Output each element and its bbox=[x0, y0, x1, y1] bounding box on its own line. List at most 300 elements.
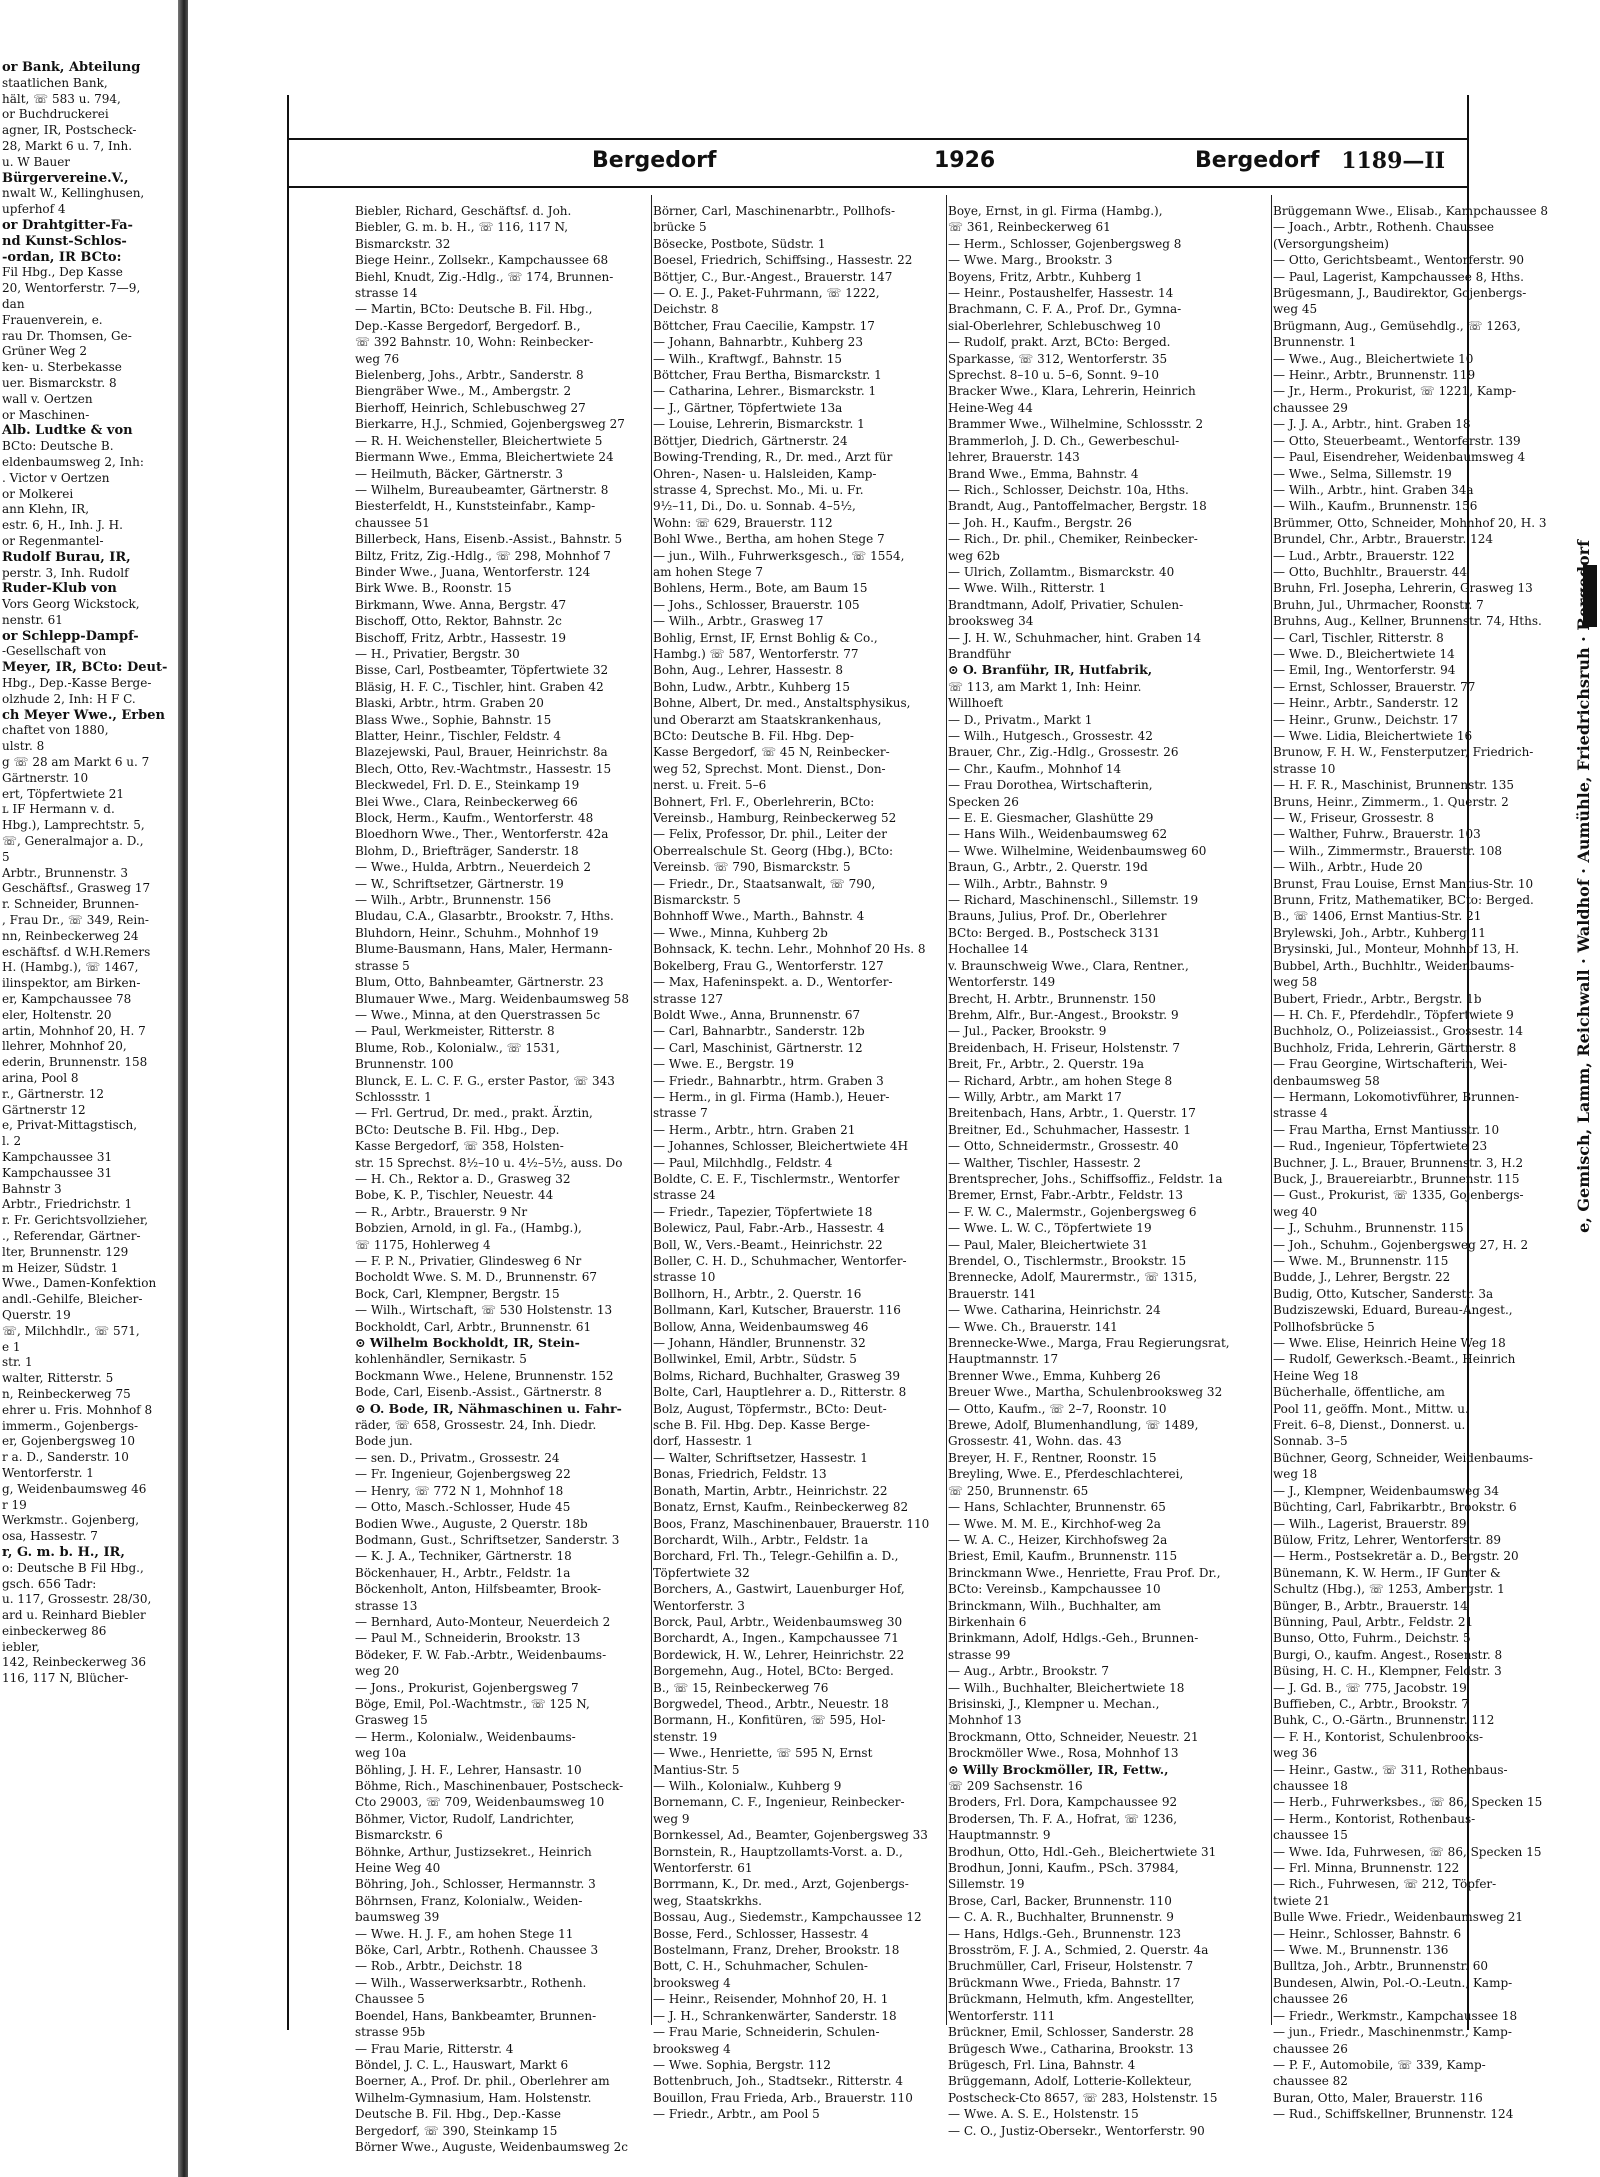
directory-entry-line: Bisse, Carl, Postbeamter, Töpfertwiete 32 bbox=[355, 663, 609, 678]
directory-entry-line: — H. Ch., Rektor a. D., Grasweg 32 bbox=[355, 1171, 571, 1186]
directory-entry-line: Hochallee 14 bbox=[948, 942, 1029, 957]
directory-entry-line: — Heinr., Schlosser, Bahnstr. 6 bbox=[1273, 1926, 1462, 1941]
left-fragment-line: Wentorferstr. 1 bbox=[2, 1465, 94, 1480]
directory-entry-line: Brinckmann, Wilh., Buchhalter, am bbox=[948, 1598, 1161, 1613]
directory-entry-line: chaussee 18 bbox=[1273, 1779, 1348, 1793]
directory-entry-line: — P. F., Automobile, ☏ 339, Kamp- bbox=[1273, 2057, 1486, 2072]
directory-entry-line: Brenner Wwe., Emma, Kuhberg 26 bbox=[948, 1368, 1161, 1383]
directory-entry-line: Bödeker, F. W. Fab.-Arbtr., Weidenbaums- bbox=[355, 1647, 607, 1662]
directory-entry-line: — Heinr., Reisender, Mohnhof 20, H. 1 bbox=[653, 1992, 889, 2007]
directory-entry-line: Blass Wwe., Sophie, Bahnstr. 15 bbox=[355, 712, 552, 727]
directory-entry-line: strasse 10 bbox=[1273, 761, 1336, 776]
directory-entry-line: Binder Wwe., Juana, Wentorferstr. 124 bbox=[355, 564, 591, 579]
directory-entry-line: B., ☏ 15, Reinbeckerweg 76 bbox=[653, 1680, 829, 1695]
directory-entry-line: — Chr., Kaufm., Mohnhof 14 bbox=[948, 761, 1122, 776]
left-fragment-line: nd Kunst-Schlos- bbox=[2, 233, 127, 249]
directory-entry-line: — H. Ch. F., Pferdehdlr., Töpfertwiete 9 bbox=[1273, 1007, 1514, 1022]
directory-entry-line: Buchner, J. L., Brauer, Brunnenstr. 3, H.2 bbox=[1273, 1155, 1524, 1170]
directory-entry-line: Bulltza, Joh., Arbtr., Brunnenstr. 60 bbox=[1273, 1959, 1488, 1974]
directory-entry-line: str. 15 Sprechst. 8½–10 u. 4½–5½, auss. Do bbox=[355, 1155, 623, 1170]
directory-entry-line: Borrmann, K., Dr. med., Arzt, Gojenbergs- bbox=[653, 1877, 909, 1892]
directory-entry-line: Bocholdt Wwe. S. M. D., Brunnenstr. 67 bbox=[355, 1270, 598, 1285]
left-fragment-line: ederin, Brunnenstr. 158 bbox=[2, 1055, 148, 1070]
column-rule bbox=[651, 195, 652, 2025]
directory-entry-line: Dep.-Kasse Bergedorf, Bergedorf. B., bbox=[355, 318, 581, 333]
directory-entry-line: Bostelmann, Franz, Dreher, Brookstr. 18 bbox=[653, 1943, 900, 1958]
left-fragment-line: ʟ IF Hermann v. d. bbox=[2, 802, 115, 817]
left-fragment-line: olzhude 2, Inh: H F C. bbox=[2, 691, 136, 706]
directory-entry-line: — Jons., Prokurist, Gojenbergsweg 7 bbox=[355, 1680, 579, 1695]
directory-entry-line: — Catharina, Lehrer., Bismarckstr. 1 bbox=[653, 384, 877, 399]
directory-entry-line: — J. Gd. B., ☏ 775, Jacobstr. 19 bbox=[1273, 1680, 1467, 1695]
directory-entry-line: Heine Weg 18 bbox=[1273, 1368, 1359, 1383]
directory-entry-line: Bösecke, Postbote, Südstr. 1 bbox=[653, 236, 826, 251]
left-fragment-line: u. W Bauer bbox=[2, 154, 71, 169]
directory-entry-line: — Wilh., Hutgesch., Grossestr. 42 bbox=[948, 729, 1153, 743]
directory-entry-line: — Wilh., Wirtschaft, ☏ 530 Holstenstr. 13 bbox=[355, 1303, 613, 1318]
directory-entry-line: weg 10a bbox=[355, 1746, 407, 1761]
directory-entry-line: Brauerstr. 141 bbox=[948, 1286, 1037, 1301]
directory-entry-line: Bornstein, R., Hauptzollamts-Vorst. a. D., bbox=[653, 1844, 903, 1859]
directory-entry-line: Brewe, Adolf, Blumenhandlung, ☏ 1489, bbox=[948, 1418, 1199, 1433]
directory-entry-line: — Wilh., Arbtr., Brunnenstr. 156 bbox=[355, 893, 552, 908]
left-fragment-line: , Frau Dr., ☏ 349, Rein- bbox=[2, 913, 149, 928]
directory-entry-line: — Felix, Professor, Dr. phil., Leiter der bbox=[653, 827, 887, 842]
left-fragment-line: ken- u. Sterbekasse bbox=[2, 360, 122, 375]
directory-entry-line: — Herm., Kolonialw., Weidenbaums- bbox=[355, 1729, 576, 1744]
directory-entry-line: — O. E. J., Paket-Fuhrmann, ☏ 1222, bbox=[653, 286, 880, 301]
directory-entry-line: — Wwe. Lidia, Bleichertwiete 16 bbox=[1273, 729, 1473, 743]
directory-entry-line: am hohen Stege 7 bbox=[653, 564, 764, 579]
directory-entry-line: Sparkasse, ☏ 312, Wentorferstr. 35 bbox=[948, 351, 1168, 366]
directory-entry-line: — Frau Marie, Schneiderin, Schulen- bbox=[653, 2025, 880, 2040]
directory-entry-line: weg 62b bbox=[948, 548, 1000, 563]
directory-entry-line: Blaski, Arbtr., htrm. Graben 20 bbox=[355, 696, 544, 711]
left-fragment-line: perstr. 3, Inh. Rudolf bbox=[2, 565, 129, 580]
left-fragment-line: er, Gojenbergsweg 10 bbox=[2, 1434, 136, 1449]
directory-entry-line: Bohn, Ludw., Arbtr., Kuhberg 15 bbox=[653, 679, 851, 694]
directory-entry-line: — Frau Marie, Ritterstr. 4 bbox=[355, 2041, 514, 2056]
left-fragment-line: agner, IR, Postscheck- bbox=[2, 123, 137, 138]
directory-entry-line: chaussee 82 bbox=[1273, 2074, 1348, 2089]
directory-entry-line: Boendel, Hans, Bankbeamter, Brunnen- bbox=[355, 2008, 597, 2023]
left-fragment-line: 5 bbox=[2, 849, 10, 864]
directory-entry-line: Böhrnsen, Franz, Kolonialw., Weiden- bbox=[355, 1893, 583, 1908]
directory-entry-line: — Heinr., Postaushelfer, Hassestr. 14 bbox=[948, 286, 1174, 301]
directory-entry-line: Grasweg 15 bbox=[355, 1713, 428, 1728]
left-fragment-line: ☏, Generalmajor a. D., bbox=[2, 834, 144, 849]
left-fragment-line: gsch. 656 Tadr: bbox=[2, 1576, 97, 1591]
directory-entry-line: — Wwe., Henriette, ☏ 595 N, Ernst bbox=[653, 1746, 873, 1761]
directory-entry-line: — Wwe. M. M. E., Kirchhof-weg 2a bbox=[948, 1516, 1161, 1531]
directory-entry-line: — Wwe., Selma, Sillemstr. 19 bbox=[1273, 466, 1452, 481]
directory-entry-line: — Wwe. A. S. E., Holstenstr. 15 bbox=[948, 2107, 1139, 2122]
left-fragment-line: Bahnstr 3 bbox=[2, 1181, 62, 1196]
directory-entry-line: — Otto, Schneidermstr., Grossestr. 40 bbox=[948, 1139, 1179, 1154]
left-fragment-line: ulstr. 8 bbox=[2, 739, 45, 754]
directory-entry-line: Brümmer, Otto, Schneider, Mohnhof 20, H. 3 bbox=[1273, 515, 1547, 530]
directory-entry-line: — K. J. A., Techniker, Gärtnerstr. 18 bbox=[355, 1549, 572, 1564]
left-fragment-line: ilinspektor, am Birken- bbox=[2, 976, 141, 991]
left-fragment-line: Arbtr., Friedrichstr. 1 bbox=[2, 1197, 133, 1212]
directory-entry-line: Bollow, Anna, Weidenbaumsweg 46 bbox=[653, 1319, 869, 1334]
directory-entry-line: Brodersen, Th. F. A., Hofrat, ☏ 1236, bbox=[948, 1811, 1178, 1826]
directory-entry-line: Brinckmann Wwe., Henriette, Frau Prof. Dr., bbox=[948, 1565, 1221, 1580]
directory-entry-line: — Wwe. Elise, Heinrich Heine Weg 18 bbox=[1273, 1336, 1506, 1351]
directory-entry-line: — Frau Georgine, Wirtschafterin, Wei- bbox=[1273, 1057, 1508, 1072]
directory-entry-line: — Walther, Fuhrw., Brauerstr. 103 bbox=[1273, 827, 1481, 842]
directory-entry-line: Bolte, Carl, Hauptlehrer a. D., Ritterstr. 8 bbox=[653, 1385, 907, 1400]
directory-entry-line: chaussee 29 bbox=[1273, 400, 1348, 415]
directory-entry-line: Brückmann Wwe., Frieda, Bahnstr. 17 bbox=[948, 1975, 1181, 1990]
directory-entry-line: strasse 127 bbox=[653, 991, 724, 1006]
directory-entry-line: Böhmer, Victor, Rudolf, Landrichter, bbox=[355, 1811, 575, 1826]
directory-entry-line: — Wilhelm, Bureaubeamter, Gärtnerstr. 8 bbox=[355, 482, 609, 497]
directory-entry-line: — Herm., Schlosser, Gojenbergsweg 8 bbox=[948, 236, 1182, 251]
right-edge-text: e, Gemisch, Lamm, Reichwall · Waldhof · Aumühle, Friedrichsruh · Bergedorf bbox=[1574, 540, 1593, 1233]
directory-entry-line: Brose, Carl, Backer, Brunnenstr. 110 bbox=[948, 1893, 1172, 1908]
left-fragment-line: chaftet von 1880, bbox=[2, 723, 109, 738]
directory-entry-line: — Wilh., Arbtr., Grasweg 17 bbox=[653, 614, 824, 629]
directory-entry-line: strasse 95b bbox=[355, 2025, 426, 2040]
directory-entry-line: — Carl, Maschinist, Gärtnerstr. 12 bbox=[653, 1040, 863, 1055]
directory-entry-line: Bokelberg, Frau G., Wentorferstr. 127 bbox=[653, 958, 884, 973]
directory-entry-line: Boerner, A., Prof. Dr. phil., Oberlehrer am bbox=[355, 2074, 610, 2089]
directory-entry-line: Böhme, Rich., Maschinenbauer, Postscheck- bbox=[355, 1779, 624, 1793]
directory-entry-line: Hauptmannstr. 17 bbox=[948, 1352, 1059, 1367]
directory-entry-line: — Wwe. M., Brunnenstr. 115 bbox=[1273, 1254, 1449, 1268]
directory-entry-line: Birkenhain 6 bbox=[948, 1614, 1027, 1629]
directory-entry-line: dorf, Hassestr. 1 bbox=[653, 1434, 753, 1449]
directory-entry-line: räder, ☏ 658, Grossestr. 24, Inh. Diedr. bbox=[355, 1418, 597, 1433]
left-fragment-line: iebler, bbox=[2, 1639, 40, 1654]
directory-entry-line: Brosström, F. J. A., Schmied, 2. Querstr. 4a bbox=[948, 1943, 1209, 1958]
directory-column-2 bbox=[653, 203, 946, 2122]
directory-entry-line: BCto: Berged. B., Postscheck 3131 bbox=[948, 925, 1160, 940]
left-fragment-line: r 19 bbox=[2, 1497, 27, 1512]
left-fragment-line: Gärtnerstr. 10 bbox=[2, 770, 89, 785]
directory-entry-line: Bohn, Aug., Lehrer, Hassestr. 8 bbox=[653, 663, 844, 678]
directory-entry-line: Biesterfeldt, H., Kunststeinfabr., Kamp- bbox=[355, 499, 596, 514]
directory-entry-line: Pool 11, geöffn. Mont., Mittw. u. bbox=[1273, 1401, 1469, 1416]
directory-entry-line: Bischoff, Fritz, Arbtr., Hassestr. 19 bbox=[355, 630, 566, 645]
directory-entry-line: Böndel, J. C. L., Hauswart, Markt 6 bbox=[355, 2057, 569, 2072]
directory-entry-line: — Rich., Dr. phil., Chemiker, Reinbecker- bbox=[948, 532, 1198, 547]
directory-entry-line: Kasse Bergedorf, ☏ 45 N, Reinbecker- bbox=[653, 745, 890, 760]
left-fragment-line: or Buchdruckerei bbox=[2, 107, 109, 122]
directory-entry-line: Brandführ bbox=[948, 646, 1011, 661]
directory-entry-line: Biermann Wwe., Emma, Bleichertwiete 24 bbox=[355, 450, 614, 465]
directory-entry-line: Wentorferstr. 3 bbox=[653, 1598, 745, 1613]
directory-entry-line: lehrer, Brauerstr. 143 bbox=[948, 450, 1080, 465]
directory-entry-line: — Hermann, Lokomotivführer, Brunnen- bbox=[1273, 1089, 1519, 1104]
directory-entry-line: Birkmann, Wwe. Anna, Bergstr. 47 bbox=[355, 597, 567, 612]
directory-entry-line: Brunow, F. H. W., Fensterputzer, Friedrich- bbox=[1273, 745, 1534, 760]
directory-entry-line: Blunck, E. L. C. F. G., erster Pastor, ☏ 343 bbox=[355, 1073, 615, 1088]
left-fragment-line: 116, 117 N, Blücher- bbox=[2, 1671, 129, 1686]
directory-entry-line: Bülow, Fritz, Lehrer, Wentorferstr. 89 bbox=[1273, 1532, 1501, 1547]
directory-entry-line: Böckenhauer, H., Arbtr., Feldstr. 1a bbox=[355, 1565, 571, 1580]
directory-entry-line: Bormann, H., Konfitüren, ☏ 595, Hol- bbox=[653, 1713, 886, 1728]
left-fragment-line: or Schlepp-Dampf- bbox=[2, 628, 139, 644]
directory-entry-line: ☏ 250, Brunnenstr. 65 bbox=[948, 1483, 1089, 1498]
directory-entry-line: Brodhun, Jonni, Kaufm., PSch. 37984, bbox=[948, 1861, 1179, 1876]
directory-entry-line: — Johann, Bahnarbtr., Kuhberg 23 bbox=[653, 335, 863, 350]
column-rule bbox=[946, 195, 947, 2025]
directory-entry-line: Vereinsb., Hamburg, Reinbeckerweg 52 bbox=[653, 811, 897, 826]
directory-entry-line: weg 45 bbox=[1273, 302, 1318, 317]
left-fragment-line: wall v. Oertzen bbox=[2, 391, 93, 406]
directory-entry-line: Bohl Wwe., Bertha, am hohen Stege 7 bbox=[653, 532, 885, 547]
directory-entry-line: — H. F. R., Maschinist, Brunnenstr. 135 bbox=[1273, 778, 1515, 793]
directory-entry-line: Bierhoff, Heinrich, Schlebuschweg 27 bbox=[355, 400, 586, 415]
directory-entry-line: — Rud., Schiffskellner, Brunnenstr. 124 bbox=[1273, 2107, 1514, 2122]
directory-entry-line: Bloedhorn Wwe., Ther., Wentorferstr. 42a bbox=[355, 827, 609, 842]
directory-entry-line: Deichstr. 8 bbox=[653, 302, 719, 317]
directory-entry-line: Büsing, H. C. H., Klempner, Feldstr. 3 bbox=[1273, 1664, 1502, 1679]
directory-entry-line: Bubbel, Arth., Buchhltr., Weidenbaums- bbox=[1273, 958, 1515, 973]
directory-entry-line: Mohnhof 13 bbox=[948, 1713, 1022, 1728]
directory-entry-line: Brüggemann, Adolf, Lotterie-Kollekteur, bbox=[948, 2074, 1192, 2089]
left-fragment-line: 142, Reinbeckerweg 36 bbox=[2, 1655, 146, 1670]
left-fragment-line: arina, Pool 8 bbox=[2, 1071, 79, 1085]
page-header bbox=[287, 138, 1467, 188]
directory-entry-line: Bottenbruch, Joh., Stadtsekr., Ritterstr. 4 bbox=[653, 2074, 904, 2089]
directory-entry-line: Böckenholt, Anton, Hilfsbeamter, Brook- bbox=[355, 1582, 602, 1597]
directory-entry-line: Briest, Emil, Kaufm., Brunnenstr. 115 bbox=[948, 1549, 1178, 1564]
directory-entry-line: — Heinr., Arbtr., Sanderstr. 12 bbox=[1273, 696, 1459, 711]
directory-entry-line: — F. H., Kontorist, Schulenbrooks- bbox=[1273, 1729, 1484, 1744]
directory-entry-line: Bohne, Albert, Dr. med., Anstaltsphysikus, bbox=[653, 696, 911, 711]
directory-entry-line: strasse 10 bbox=[653, 1270, 716, 1285]
left-fragment-line: m Heizer, Südstr. 1 bbox=[2, 1260, 119, 1275]
directory-entry-line: Hauptmannstr. 9 bbox=[948, 1828, 1051, 1843]
directory-entry-line: ☏ 209 Sachsenstr. 16 bbox=[948, 1779, 1083, 1793]
directory-entry-line: Brennecke, Adolf, Maurermstr., ☏ 1315, bbox=[948, 1270, 1198, 1285]
directory-entry-line: Cto 29003, ☏ 709, Weidenbaumsweg 10 bbox=[355, 1795, 605, 1810]
directory-entry-line: chaussee 15 bbox=[1273, 1828, 1348, 1843]
directory-entry-line: Bouillon, Frau Frieda, Arb., Brauerstr. 110 bbox=[653, 2090, 913, 2105]
directory-entry-line: — Wwe. L. W. C., Töpfertwiete 19 bbox=[948, 1221, 1152, 1236]
left-fragment-line: 28, Markt 6 u. 7, Inh. bbox=[2, 138, 133, 153]
directory-entry-line: — Rudolf, Gewerksch.-Beamt., Heinrich bbox=[1273, 1352, 1516, 1367]
directory-entry-line: Bulle Wwe. Friedr., Weidenbaumsweg 21 bbox=[1273, 1910, 1524, 1925]
right-edge-vertical-text bbox=[1572, 540, 1600, 1860]
directory-entry-line: — Herm., in gl. Firma (Hamb.), Heuer- bbox=[653, 1089, 890, 1104]
directory-entry-line: Buchholz, Frida, Lehrerin, Gärtnerstr. 8 bbox=[1273, 1040, 1517, 1055]
directory-entry-line: — Jul., Packer, Brookstr. 9 bbox=[948, 1024, 1107, 1039]
left-fragment-line: Arbtr., Brunnenstr. 3 bbox=[2, 865, 128, 880]
directory-entry-line: — Paul, Lagerist, Kampchaussee 8, Hths. bbox=[1273, 269, 1524, 284]
directory-entry-line: — Rob., Arbtr., Deichstr. 18 bbox=[355, 1959, 523, 1974]
directory-entry-line: Böttjer, Diedrich, Gärtnerstr. 24 bbox=[653, 433, 848, 448]
directory-entry-line: — J. H., Schrankenwärter, Sanderstr. 18 bbox=[653, 2008, 897, 2023]
directory-entry-line: Bock, Carl, Klempner, Bergstr. 15 bbox=[355, 1286, 560, 1301]
directory-entry-line: Blech, Otto, Rev.-Wachtmstr., Hassestr. 15 bbox=[355, 761, 612, 776]
directory-entry-line: — Lud., Arbtr., Brauerstr. 122 bbox=[1273, 548, 1455, 563]
directory-entry-line: Brauns, Julius, Prof. Dr., Oberlehrer bbox=[948, 909, 1167, 924]
directory-entry-line: Bismarckstr. 5 bbox=[653, 893, 741, 908]
directory-entry-line: Boll, W., Vers.-Beamt., Heinrichstr. 22 bbox=[653, 1237, 883, 1252]
directory-entry-line: Blazejewski, Paul, Brauer, Heinrichstr. 8a bbox=[355, 745, 608, 760]
directory-entry-line: weg 52, Sprechst. Mont. Dienst., Don- bbox=[653, 761, 886, 776]
left-fragment-line: ., Referendar, Gärtner- bbox=[2, 1228, 141, 1243]
directory-entry-line: strasse 7 bbox=[653, 1106, 708, 1121]
directory-entry-line: Bohlens, Herm., Bote, am Baum 15 bbox=[653, 581, 868, 596]
directory-entry-line: Boesel, Friedrich, Schiffsing., Hassestr. 22 bbox=[653, 253, 913, 268]
directory-entry-line: — J. J. A., Arbtr., hint. Graben 18 bbox=[1273, 417, 1471, 432]
directory-entry-line: strasse 14 bbox=[355, 286, 418, 301]
directory-entry-line: Brammerloh, J. D. Ch., Gewerbeschul- bbox=[948, 433, 1180, 448]
directory-entry-line: Brodhun, Otto, Hdl.-Geh., Bleichertwiete 31 bbox=[948, 1844, 1217, 1859]
directory-entry-line: — E. E. Giesmacher, Glashütte 29 bbox=[948, 811, 1154, 826]
directory-entry-line: Wohn: ☏ 629, Brauerstr. 112 bbox=[653, 515, 833, 530]
directory-entry-line: Bismarckstr. 6 bbox=[355, 1828, 443, 1843]
directory-entry-line: Boye, Ernst, in gl. Firma (Hambg.), bbox=[948, 204, 1163, 218]
directory-entry-line: — Wwe., Aug., Bleichertwiete 10 bbox=[1273, 351, 1474, 366]
directory-entry-line: Bosse, Ferd., Schlosser, Hassestr. 4 bbox=[653, 1926, 869, 1941]
left-fragment-line: Wwe., Damen-Konfektion bbox=[2, 1276, 157, 1291]
directory-entry-line: — Paul, Maler, Bleichertwiete 31 bbox=[948, 1237, 1149, 1252]
directory-entry-line: — Otto, Buchhltr., Brauerstr. 44 bbox=[1273, 564, 1467, 579]
directory-entry-line: weg 58 bbox=[1273, 975, 1318, 990]
directory-entry-line: — Herm., Kontorist, Rothenbaus- bbox=[1273, 1811, 1476, 1826]
directory-entry-line: Bode, Carl, Eisenb.-Assist., Gärtnerstr. 8 bbox=[355, 1385, 602, 1400]
left-fragment-line: g, Weidenbaumsweg 46 bbox=[2, 1481, 147, 1496]
directory-entry-line: — Frau Dorothea, Wirtschafterin, bbox=[948, 778, 1153, 793]
directory-entry-line: — Joh. H., Kaufm., Bergstr. 26 bbox=[948, 515, 1132, 530]
header-page-number: 1189—II bbox=[1341, 148, 1445, 174]
directory-entry-line: Brückner, Emil, Schlosser, Sanderstr. 28 bbox=[948, 2025, 1194, 2040]
directory-entry-line: Postscheck-Cto 8657, ☏ 283, Holstenstr. 15 bbox=[948, 2090, 1218, 2105]
directory-entry-line: — Jr., Herm., Prokurist, ☏ 1221, Kamp- bbox=[1273, 384, 1517, 399]
directory-entry-line: Blumauer Wwe., Marg. Weidenbaumsweg 58 bbox=[355, 991, 629, 1006]
directory-entry-line: Böhnke, Arthur, Justizsekret., Heinrich bbox=[355, 1844, 592, 1859]
directory-entry-line: — F. W. C., Malermstr., Gojenbergsweg 6 bbox=[948, 1204, 1197, 1219]
directory-entry-line: B., ☏ 1406, Ernst Mantius-Str. 21 bbox=[1273, 909, 1482, 924]
left-fragment-line: andl.-Gehilfe, Bleicher- bbox=[2, 1292, 143, 1307]
directory-entry-line: Billerbeck, Hans, Eisenb.-Assist., Bahnstr. 5 bbox=[355, 532, 623, 547]
directory-entry-line: — Heinr., Arbtr., Brunnenstr. 119 bbox=[1273, 368, 1476, 383]
directory-entry-line: Böttcher, Frau Caecilie, Kampstr. 17 bbox=[653, 318, 875, 333]
directory-entry-line: Freit. 6–8, Dienst., Donnerst. u. bbox=[1273, 1418, 1466, 1433]
directory-entry-line: — Wilh., Lagerist, Brauerstr. 89 bbox=[1273, 1516, 1467, 1531]
left-fragment-line: ch Meyer Wwe., Erben bbox=[2, 707, 165, 723]
directory-entry-line: — Emil, Ing., Wentorferstr. 94 bbox=[1273, 663, 1456, 678]
directory-entry-line: — Wwe. E., Bergstr. 19 bbox=[653, 1057, 794, 1072]
left-fragment-line: llehrer, Mohnhof 20, bbox=[2, 1039, 127, 1054]
directory-entry-line: — Friedr., Bahnarbtr., htrm. Graben 3 bbox=[653, 1073, 884, 1088]
directory-entry-line: Brauer, Chr., Zig.-Hdlg., Grossestr. 26 bbox=[948, 745, 1179, 760]
directory-entry-line: Blatter, Heinr., Tischler, Feldstr. 4 bbox=[355, 729, 561, 743]
directory-entry-line: — Paul, Eisendreher, Weidenbaumsweg 4 bbox=[1273, 450, 1526, 465]
directory-entry-line: Bremer, Ernst, Fabr.-Arbtr., Feldstr. 13 bbox=[948, 1188, 1184, 1203]
directory-entry-line: Böhling, J. H. F., Lehrer, Hansastr. 10 bbox=[355, 1762, 582, 1777]
directory-entry-line: Bolewicz, Paul, Fabr.-Arb., Hassestr. 4 bbox=[653, 1221, 885, 1236]
directory-entry-line: — W. A. C., Heizer, Kirchhofsweg 2a bbox=[948, 1532, 1168, 1547]
directory-entry-line: Biebler, Richard, Geschäftsf. d. Joh. bbox=[355, 204, 572, 218]
directory-entry-line: Brysinski, Jul., Monteur, Mohnhof 13, H. bbox=[1273, 942, 1520, 957]
directory-entry-line: Bockmann Wwe., Helene, Brunnenstr. 152 bbox=[355, 1368, 614, 1383]
directory-entry-line: Breyling, Wwe. E., Pferdeschlachterei, bbox=[948, 1467, 1184, 1482]
directory-entry-line: Borchardt, Wilh., Arbtr., Feldstr. 1a bbox=[653, 1532, 869, 1547]
left-fragment-line: rau Dr. Thomsen, Ge- bbox=[2, 328, 132, 343]
directory-entry-line: Brecht, H. Arbtr., Brunnenstr. 150 bbox=[948, 991, 1156, 1006]
directory-entry-line: Burgi, O., kaufm. Angest., Rosenstr. 8 bbox=[1273, 1647, 1503, 1662]
left-fragment-line: ☏, Milchhdlr., ☏ 571, bbox=[2, 1323, 140, 1338]
directory-entry-line: — Otto, Steuerbeamt., Wentorferstr. 139 bbox=[1273, 433, 1521, 448]
directory-entry-line: Biebler, G. m. b. H., ☏ 116, 117 N, bbox=[355, 220, 569, 235]
directory-entry-line: — Paul M., Schneiderin, Brookstr. 13 bbox=[355, 1631, 581, 1646]
directory-entry-line: Böttcher, Frau Bertha, Bismarckstr. 1 bbox=[653, 368, 882, 383]
directory-entry-line: Mantius-Str. 5 bbox=[653, 1762, 740, 1777]
directory-entry-line: Bode jun. bbox=[355, 1434, 413, 1449]
left-fragment-line: or Drahtgitter-Fa- bbox=[2, 217, 133, 233]
directory-entry-line: weg 18 bbox=[1273, 1467, 1318, 1482]
left-fragment-line: -ordan, IR BCto: bbox=[2, 249, 122, 265]
directory-entry-line: BCto: Deutsche B. Fil. Hbg. Dep- bbox=[653, 729, 854, 743]
directory-entry-line: Buhk, C., O.-Gärtn., Brunnenstr. 112 bbox=[1273, 1713, 1495, 1728]
left-fragment-line: estr. 6, H., Inh. J. H. bbox=[2, 518, 123, 533]
left-fragment-line: Gärtnerstr 12 bbox=[2, 1102, 86, 1117]
directory-entry-line: Börner Wwe., Auguste, Weidenbaumsweg 2c bbox=[355, 2139, 628, 2154]
directory-entry-line: — Aug., Arbtr., Brookstr. 7 bbox=[948, 1664, 1110, 1679]
directory-entry-line: ☏ 113, am Markt 1, Inh: Heinr. bbox=[948, 679, 1142, 694]
directory-entry-line: Bläsig, H. F. C., Tischler, hint. Graben 42 bbox=[355, 679, 604, 694]
directory-entry-line: Breuer Wwe., Martha, Schulenbrooksweg 32 bbox=[948, 1385, 1223, 1400]
directory-entry-line: stenstr. 19 bbox=[653, 1729, 718, 1744]
directory-entry-line: Brachmann, C. F. A., Prof. Dr., Gymna- bbox=[948, 302, 1182, 317]
directory-entry-line: — Heilmuth, Bäcker, Gärtnerstr. 3 bbox=[355, 466, 563, 481]
directory-entry-line: brooksweg 34 bbox=[948, 614, 1034, 629]
directory-entry-line: — Wilh., Kaufm., Brunnenstr. 156 bbox=[1273, 499, 1478, 514]
directory-entry-line: Borck, Paul, Arbtr., Weidenbaumsweg 30 bbox=[653, 1614, 903, 1629]
left-fragment-line: Vors Georg Wickstock, bbox=[2, 597, 140, 612]
directory-entry-line: Bergedorf, ☏ 390, Steinkamp 15 bbox=[355, 2123, 558, 2138]
directory-entry-line: — Wwe. H. J. F., am hohen Stege 11 bbox=[355, 1926, 574, 1941]
directory-entry-line: — Frl. Minna, Brunnenstr. 122 bbox=[1273, 1861, 1460, 1876]
directory-entry-line: Brügmann, Aug., Gemüsehdlg., ☏ 1263, bbox=[1273, 318, 1521, 333]
directory-entry-line: Brand Wwe., Emma, Bahnstr. 4 bbox=[948, 466, 1139, 481]
directory-entry-line: — Wilh., Buchhalter, Bleichertwiete 18 bbox=[948, 1680, 1185, 1695]
directory-entry-line: Wentorferstr. 149 bbox=[948, 975, 1056, 990]
directory-entry-line: nerst. u. Freit. 5–6 bbox=[653, 778, 767, 793]
directory-entry-line: Breyer, H. F., Rentner, Roonstr. 15 bbox=[948, 1450, 1157, 1465]
column-rule bbox=[1271, 195, 1272, 2025]
directory-entry-line: Bodien Wwe., Auguste, 2 Querstr. 18b bbox=[355, 1516, 588, 1531]
directory-entry-line: Bunso, Otto, Fuhrm., Deichstr. 5 bbox=[1273, 1631, 1471, 1646]
left-fragment-line: ert, Töpfertwiete 21 bbox=[2, 786, 125, 801]
directory-entry-line: Wentorferstr. 61 bbox=[653, 1861, 753, 1876]
directory-entry-line: — Wwe. Ida, Fuhrwesen, ☏ 86, Specken 15 bbox=[1273, 1844, 1542, 1859]
directory-entry-line: Breitner, Ed., Schuhmacher, Hassestr. 1 bbox=[948, 1122, 1192, 1137]
directory-entry-line: Bünemann, K. W. Herm., IF Gunter & bbox=[1273, 1565, 1501, 1580]
directory-entry-line: — Wwe., Minna, at den Querstrassen 5c bbox=[355, 1007, 601, 1022]
directory-entry-line: Buran, Otto, Maler, Brauerstr. 116 bbox=[1273, 2090, 1483, 2105]
directory-entry-line: Brylewski, Joh., Arbtr., Kuhberg 11 bbox=[1273, 925, 1486, 940]
left-fragment-line: or Maschinen- bbox=[2, 407, 90, 422]
directory-entry-line: — Friedr., Werkmstr., Kampchaussee 18 bbox=[1273, 2008, 1518, 2023]
directory-entry-line: — Wwe. Sophia, Bergstr. 112 bbox=[653, 2057, 831, 2072]
left-fragment-line: r a. D., Sanderstr. 10 bbox=[2, 1450, 129, 1465]
directory-entry-line: — Paul, Milchhdlg., Feldstr. 4 bbox=[653, 1155, 833, 1170]
directory-entry-line: Borchardt, A., Ingen., Kampchaussee 71 bbox=[653, 1631, 899, 1646]
directory-entry-line: — J. H. W., Schuhmacher, hint. Graben 14 bbox=[948, 630, 1202, 645]
directory-entry-line: Brüggemann Wwe., Elisab., Kampchaussee 8 bbox=[1273, 204, 1549, 218]
left-fragment-line: Querstr. 19 bbox=[2, 1307, 71, 1322]
left-fragment-line: upferhof 4 bbox=[2, 202, 66, 217]
directory-entry-line: Bruhns, Aug., Kellner, Brunnenstr. 74, Hths. bbox=[1273, 614, 1542, 629]
